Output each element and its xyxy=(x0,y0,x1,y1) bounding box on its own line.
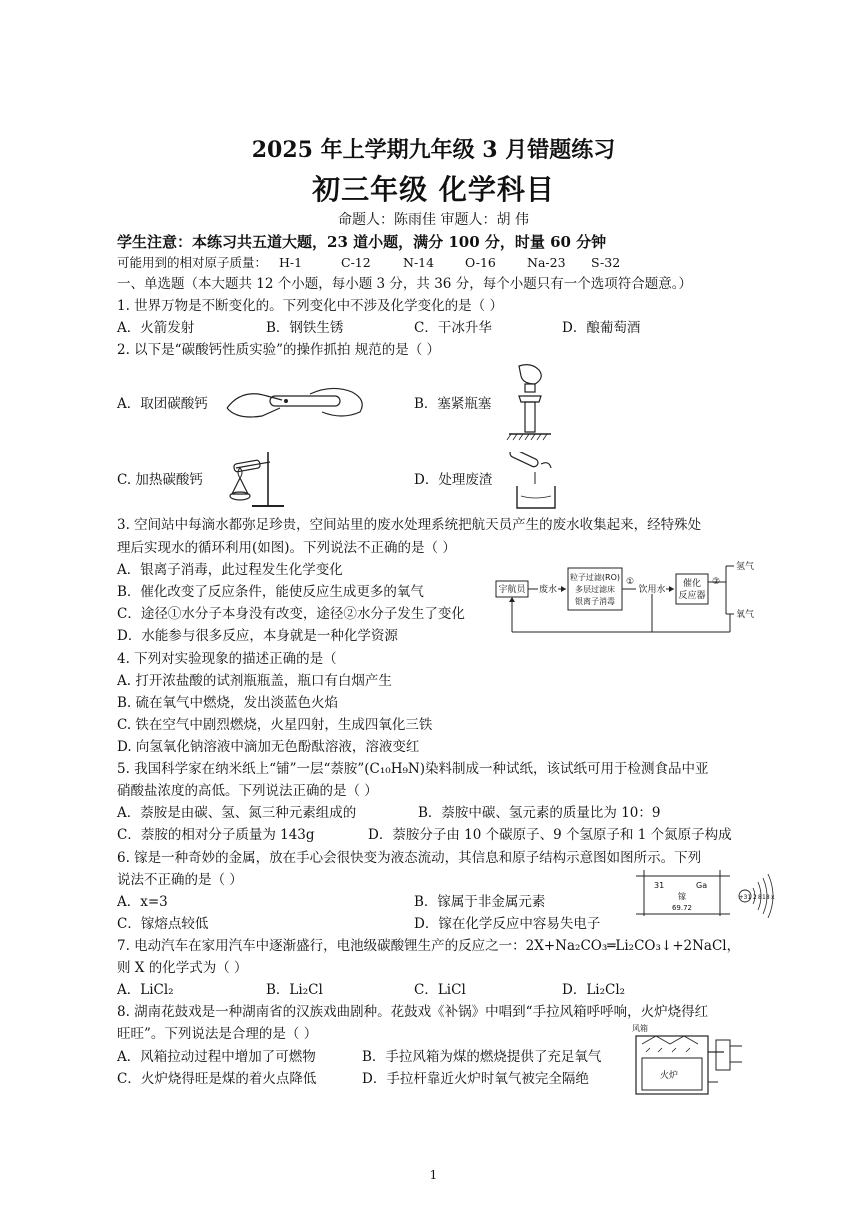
element-number: 31 xyxy=(654,881,665,890)
q5-stem-line1: 5. 我国科学家在纳米纸上“铺”一层“萘胺”(C₁₀H₉N)染料制成一种试纸，该试纸可用于检测食品中亚 xyxy=(117,761,709,777)
q3-stem-line2: 理后实现水的循环利用(如图)。下列说法不正确的是（ ） xyxy=(117,540,456,556)
q3-option-d: D．水能参与很多反应，本身就是一种化学资源 xyxy=(117,628,398,644)
q8-option-d: D．手拉杆靠近火炉时氧气被完全隔绝 xyxy=(362,1071,589,1087)
q7-option-b: B．Li₂Cl xyxy=(266,982,323,998)
q7-stem-line1: 7. 电动汽车在家用汽车中逐渐盛行，电池级碳酸锂生产的反应之一：2X+Na₂CO₃═Li₂CO₃↓+2NaCl， xyxy=(117,938,741,954)
student-notice: 学生注意：本练习共五道大题，23 道小题，满分 100 分，时量 60 分钟 xyxy=(117,233,607,251)
diagram-route1: ① xyxy=(625,577,635,587)
q8-stem-line1: 8. 湖南花鼓戏是一种湖南省的汉族戏曲剧种。花鼓戏《补锅》中唱到“手拉风箱呼呼响，火炉烧得红 xyxy=(117,1004,709,1020)
diagram-wastewater: 废水 xyxy=(538,585,558,595)
q4-option-d: D. 向氢氧化钠溶液中滴加无色酚酞溶液，溶液变红 xyxy=(117,739,420,755)
page-number: 1 xyxy=(429,1168,438,1182)
q1-option-d: D．酿葡萄酒 xyxy=(562,320,641,336)
diagram-hydrogen: 氢气 xyxy=(736,562,755,572)
q6-stem-line1: 6. 镓是一种奇妙的金属，放在手心会很快变为液态流动，其信息和原子结构示意图如图所示。下列 xyxy=(117,850,702,866)
q7-stem-line2: 则 X 的化学式为（ ） xyxy=(117,960,248,976)
bellows-label: 风箱 xyxy=(632,1024,648,1033)
atom-shell-1: 2 xyxy=(753,894,757,901)
q2-option-a: A．取团碳酸钙 xyxy=(117,396,208,412)
q3-option-a: A．银离子消毒，此过程发生化学变化 xyxy=(117,562,343,578)
q6-option-a: A．x=3 xyxy=(117,894,168,910)
q6-option-d: D．镓在化学反应中容易失电子 xyxy=(414,916,601,932)
q4-option-c: C. 铁在空气中剧烈燃烧，火星四射，生成四氧化三铁 xyxy=(117,717,433,733)
mass-n: N-14 xyxy=(403,255,435,270)
q8-option-a: A．风箱拉动过程中增加了可燃物 xyxy=(117,1049,316,1065)
atom-shell-3: 18 xyxy=(762,894,770,901)
mass-na: Na-23 xyxy=(527,255,566,270)
section-heading: 一、单选题（本大题共 12 个小题，每小题 3 分，共 36 分，每个小题只有一个选项符合题意。） xyxy=(117,276,692,292)
mass-h: H-1 xyxy=(279,255,303,270)
exam-title: 2025 年上学期九年级 3 月错题练习 xyxy=(251,137,616,163)
q7-option-d: D．Li₂Cl₂ xyxy=(562,982,626,998)
gallium-figure xyxy=(632,866,778,918)
diagram-process-1: 粒子过滤(RO) xyxy=(569,573,621,582)
diagram-catalyst-1: 催化 xyxy=(682,579,702,589)
q2-stem: 2. 以下是“碳酸钙性质实验”的操作抓拍 规范的是（ ） xyxy=(117,342,441,358)
q4-stem: 4. 下列对实验现象的描述正确的是（ xyxy=(117,651,337,667)
stove-label: 火炉 xyxy=(660,1071,679,1081)
atomic-masses-label: 可能用到的相对原子质量： xyxy=(117,255,268,270)
q1-option-b: B．钢铁生锈 xyxy=(266,320,344,336)
q1-option-c: C．干冰升华 xyxy=(414,320,492,336)
mass-c: C-12 xyxy=(341,255,371,270)
q7-option-c: C．LiCl xyxy=(414,982,466,998)
element-name: 镓 xyxy=(678,892,686,901)
q3-option-b: B．催化改变了反应条件，能使反应生成更多的氧气 xyxy=(117,584,424,600)
q5-stem-line2: 硝酸盐浓度的高低。下列说法正确的是（ ） xyxy=(117,783,378,799)
diagram-process-3: 银离子消毒 xyxy=(575,597,615,606)
q6-option-c: C．镓熔点较低 xyxy=(117,916,209,932)
q4-option-a: A. 打开浓盐酸的试剂瓶瓶盖，瓶口有白烟产生 xyxy=(117,673,392,689)
q2-option-b: B．塞紧瓶塞 xyxy=(414,396,492,412)
q6-option-b: B．镓属于非金属元素 xyxy=(414,894,546,910)
q6-stem-line2: 说法不正确的是（ ） xyxy=(117,872,243,888)
q1-stem: 1. 世界万物是不断变化的。下列变化中不涉及化学变化的是（ ） xyxy=(117,298,503,314)
stopper-figure xyxy=(505,362,557,442)
atomic-masses xyxy=(117,254,620,272)
diagram-oxygen: 氧气 xyxy=(736,610,755,620)
q1-option-a: A．火箭发射 xyxy=(117,320,195,336)
diagram-drinking-water: 饮用水 xyxy=(638,585,666,595)
test-tube-figure xyxy=(222,378,372,428)
exam-subtitle: 初三年级 化学科目 xyxy=(312,173,555,206)
element-mass: 69.72 xyxy=(671,904,693,912)
q7-option-a: A．LiCl₂ xyxy=(117,982,174,998)
q8-stem-line2: 旺旺”。下列说法是合理的是（ ） xyxy=(117,1026,318,1042)
stove-bellows-figure xyxy=(628,1022,744,1098)
q8-option-b: B．手拉风箱为煤的燃烧提供了充足氧气 xyxy=(362,1049,602,1065)
q8-option-c: C．火炉烧得旺是煤的着火点降低 xyxy=(117,1071,317,1087)
heating-figure xyxy=(218,448,290,510)
q5-option-a: A．萘胺是由碳、氢、氮三种元素组成的 xyxy=(117,805,357,821)
q5-option-b: B．萘胺中碳、氢元素的质量比为 10：9 xyxy=(418,805,661,821)
q5-option-d: D．萘胺分子由 10 个碳原子、9 个氢原子和 1 个氮原子构成 xyxy=(368,827,732,843)
water-cycle-diagram xyxy=(490,560,770,638)
atom-shell-4: x xyxy=(771,894,775,901)
diagram-route2: ② xyxy=(711,577,721,587)
diagram-catalyst-2: 反应器 xyxy=(678,591,706,601)
diagram-astronaut: 宇航员 xyxy=(498,585,526,595)
atom-shell-2: 8 xyxy=(758,894,762,901)
mass-o: O-16 xyxy=(465,255,496,270)
atom-nucleus: +31 xyxy=(738,894,752,901)
waste-disposal-figure xyxy=(505,452,565,512)
mass-s: S-32 xyxy=(591,255,621,270)
authors-line: 命题人：陈雨佳 审题人：胡 伟 xyxy=(338,212,529,228)
element-symbol: Ga xyxy=(696,881,708,890)
q3-option-c: C．途径①水分子本身没有改变，途径②水分子发生了变化 xyxy=(117,606,465,622)
q4-option-b: B. 硫在氧气中燃烧，发出淡蓝色火焰 xyxy=(117,695,339,711)
q5-option-c: C．萘胺的相对分子质量为 143g xyxy=(117,827,315,843)
q2-option-c: C. 加热碳酸钙 xyxy=(117,472,203,488)
q3-stem-line1: 3. 空间站中每滴水都弥足珍贵，空间站里的废水处理系统把航天员产生的废水收集起来，经特殊处 xyxy=(117,517,702,533)
q2-option-d: D．处理废渣 xyxy=(414,472,493,488)
diagram-process-2: 多层过滤床 xyxy=(575,585,615,594)
